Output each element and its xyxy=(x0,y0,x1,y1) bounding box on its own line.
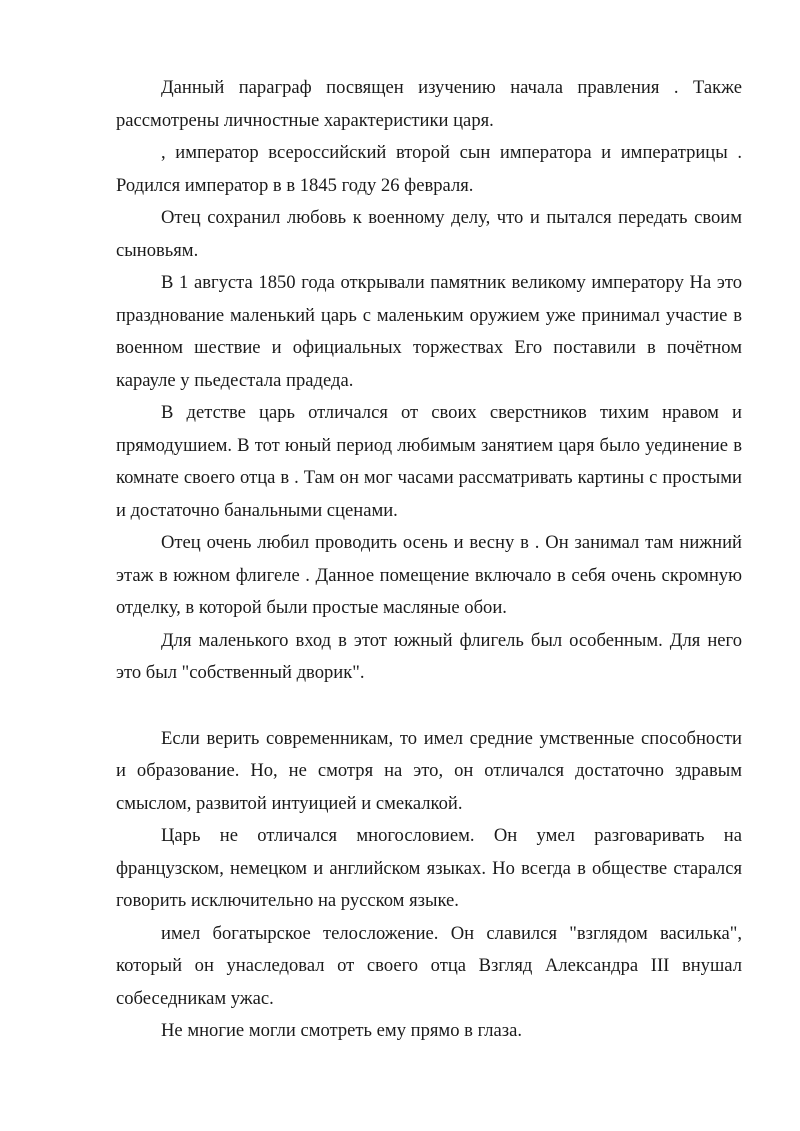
paragraph-7: Для маленького вход в этот южный флигель был особенным. Для него это был "собственный дворик". xyxy=(116,629,742,683)
paragraph-10: имел богатырское телосложение. Он славился "взглядом василька", который он унаследовал от своего отца Взгляд Александра III внушал собеседникам ужас. xyxy=(116,922,742,1009)
paragraph-6: Отец очень любил проводить осень и весну в . Он занимал там нижний этаж в южном флигеле . Данное помещение включало в себя очень скромную отделку, в которой были простые масляные обои. xyxy=(116,532,742,618)
paragraph-2: , император всероссийский второй сын императора и императрицы . Родился император в в 1845 году 26 февраля. xyxy=(116,142,742,196)
document-body xyxy=(116,72,742,1048)
paragraph-4: В 1 августа 1850 года открывали памятник великому императору На это празднование маленький царь с маленьким оружием уже принимал участие в военном шествие и официальных торжествах Его поставили в почётном карауле у пьедестала прадеда. xyxy=(116,272,742,391)
paragraph-5: В детстве царь отличался от своих сверстников тихим нравом и прямодушием. В тот юный период любимым занятием царя было уединение в комнате своего отца в . Там он мог часами рассматривать картины с простыми и достаточно банальными сценами. xyxy=(116,402,742,521)
paragraph-8: Если верить современникам, то имел средние умственные способности и образование. Но, не смотря на это, он отличался достаточно здравым смыслом, развитой интуицией и смекалкой. xyxy=(116,727,742,814)
paragraph-9: Царь не отличался многословием. Он умел разговаривать на французском, немецком и английском языках. Но всегда в обществе старался говорить исключительно на русском языке. xyxy=(116,825,742,911)
paragraph-1: Данный параграф посвящен изучению начала правления . Также рассмотрены личностные характеристики царя. xyxy=(116,77,742,131)
paragraph-11: Не многие могли смотреть ему прямо в глаза. xyxy=(161,1020,523,1041)
paragraph-gap xyxy=(116,690,742,723)
paragraph-3: Отец сохранил любовь к военному делу, что и пытался передать своим сыновьям. xyxy=(116,207,742,261)
